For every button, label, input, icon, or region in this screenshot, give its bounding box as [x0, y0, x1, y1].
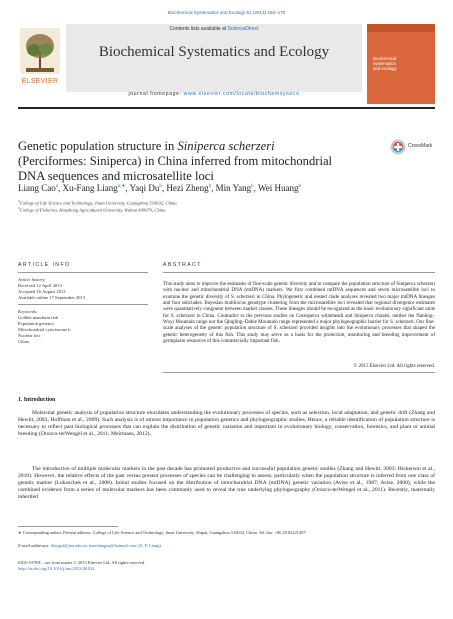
- crossmark-label: CrossMark: [408, 143, 433, 149]
- copyright: © 2013 Elsevier Ltd. All rights reserved.: [353, 364, 435, 369]
- homepage-label: journal homepage:: [128, 91, 184, 97]
- elsevier-logo: [18, 26, 62, 90]
- crossmark-badge[interactable]: [390, 138, 436, 156]
- sciencedirect-link[interactable]: ScienceDirect: [227, 26, 259, 32]
- online-date: Available online 17 September 2013: [18, 295, 86, 300]
- affiliation: $^b$College of Fisheries, Huazhong Agricultural University, Wuhan 430070, China: [18, 206, 166, 213]
- email-label: E-mail addresses:: [18, 543, 51, 548]
- intro-paragraph: The introduction of multiple molecular markers in the past decade has promoted productive and successful population genetic studies (Zhang and Hewitt, 2003; Hickerson et al., 2010). However, the relative effects of the past versus present processes of species can be challenging to assess, particularly when the population structure is inferred from one class of genetic marker (Lukoschek et al., 2008). Initial studies focused on the distribution of mitochondrial DNA (mtDNA) genetic variation (Avise et al., 1987; Avise, 2000), while the combined evidence from a series of molecular markers has been commonly used to reveal the true underlying phylogeography (Orozco-terWengel et al., 2011). Recently, maternally inherited: [18, 466, 435, 501]
- accepted-date: Accepted 16 August 2013: [18, 289, 66, 294]
- title-species: Siniperca scherzeri: [177, 139, 275, 153]
- keyword: Nuclear loci: [18, 333, 41, 338]
- cover-band: [367, 24, 435, 32]
- homepage-link[interactable]: www.elsevier.com/locate/biochemsyseco: [183, 91, 300, 97]
- intro-paragraph: Molecular genetic analysis of population structure elucidates understanding the evolutionary processes of species, such as selection, local adaptation, and genetic drift (Zhang and Hewitt, 2003; Hoffman et al., 2009). Such analysis is of utmost importance in population genetics and phylogeographic studies. Hence, a reliable identification of population structure is necessary to reflect past biological processes that can explain the distribution of genetic variation and important in evolutionary biology, conservation, forensics, and plant or animal breeding (Orozco-terWengel et al., 2011; Meirmans, 2012).: [18, 410, 435, 438]
- abstract-body: This study aims to improve the estimates of fine-scale genetic diversity and to compare the population structure of Siniperca scherzeri with nuclear and mitochondrial DNA (mtDNA) markers. We first combined mtDNA sequences and seven microsatellite loci to examine the genetic diversity of S. scherzeri in China. Phylogenetic and nested clade analyses revealed two major mtDNA lineages and four subclades. Bayesian multilocus genotype clustering from the microsatellite loci revealed that regional divergence estimates were quantitatively congruent between marker classes. These lineages should be recognized as the basic evolutionary significant units for S. scherzeri in China. Contradict to the previous studies on Coreoperca whiteheadi and Siniperca chuatsi, neither the Nanling–Wuyi Mountain range nor the Qingling–Dabie Mountain range represented a major phylogeographic barrier for S. scherzeri. Our fine-scale analyses of the genetic population structure of S. scherzeri provided insights into the evolutionary processes that shaped the genetic heterogeneity of this fish. This study may serve as a basis for the protection, monitoring and breeding improvement of germplasm resources of this commercially important fish.: [163, 281, 435, 344]
- journal-homepage: [66, 91, 362, 97]
- crossmark-icon: [390, 139, 406, 155]
- title-line-2: (Perciformes: Siniperca) in China inferred from mitochondrial: [18, 154, 333, 168]
- article-info-heading: ARTICLE INFO: [18, 262, 71, 268]
- keyword: Mitochondrial cytochrome b: [18, 327, 71, 332]
- footnote-rule: [18, 526, 118, 527]
- email-links[interactable]: tliangxf@jnu.edu.cn, tianchangxu@hotmail.com (X.-F. Liang).: [50, 543, 162, 548]
- author[interactable]: Min Yang$^b$: [215, 183, 254, 193]
- history-label: Article history:: [18, 277, 46, 282]
- elsevier-wordmark: ELSEVIER: [21, 78, 59, 85]
- journal-reference: Biochemical Systematics and Ecology 51 (2013) 160–170: [167, 10, 286, 15]
- corresponding-author-note: ∗ Corresponding author. Present address: College of Life Science and Technology, Jinan University, Shipai, Guangzhou 510632, China. Tel./fax: +86 20 85221497.: [18, 530, 307, 535]
- author[interactable]: Wei Huang$^b$: [258, 183, 302, 193]
- introduction-heading: 1. Introduction: [18, 397, 56, 403]
- contents-text: Contents lists available at: [169, 26, 228, 32]
- abstract-heading: ABSTRACT: [163, 262, 202, 268]
- article-info-rule: [18, 272, 148, 273]
- author[interactable]: Liang Cao$^a$: [18, 183, 58, 193]
- journal-cover: [367, 24, 435, 104]
- cover-title: biochemical systematics and ecology: [373, 56, 397, 71]
- contents-line: [66, 26, 362, 32]
- email-note: [18, 543, 435, 548]
- keywords: [18, 309, 148, 345]
- journal-title: Biochemical Systematics and Ecology: [98, 44, 330, 60]
- received-date: Received 12 April 2013: [18, 283, 62, 288]
- author[interactable]: Yaqi Du$^b$: [129, 183, 162, 193]
- keyword: China: [18, 339, 29, 344]
- keyword: Population genetics: [18, 321, 55, 326]
- title-part: Genetic population structure in: [18, 139, 178, 153]
- history-rule: [18, 304, 148, 305]
- affiliation: $^a$College of Life Science and Technology, Jinan University, Guangzhou 510632, China: [18, 199, 177, 206]
- author-list: Liang Cao$^a$, Xu-Fang Liang$^{a,∗}$, Yaqi Du$^b$, Hezi Zheng$^b$, Min Yang$^b$, Wei Huang$^b$: [18, 183, 302, 193]
- doi-link[interactable]: http://dx.doi.org/10.1016/j.bse.2013.08.024: [18, 566, 95, 571]
- title-line-3: DNA sequences and microsatellite loci: [18, 169, 214, 183]
- article-title: [18, 139, 368, 184]
- article-history: [18, 277, 148, 301]
- abstract-end-rule: [163, 372, 435, 373]
- masthead-rule: [18, 107, 435, 109]
- keyword: Golden mandarin fish: [18, 315, 59, 320]
- author[interactable]: Xu-Fang Liang$^{a,∗}$: [62, 183, 126, 193]
- abstract-rule: [163, 272, 435, 273]
- issn-line: 0305-1978/$ – see front matter © 2013 Elsevier Ltd. All rights reserved.: [18, 560, 146, 565]
- keywords-label: Keywords:: [18, 309, 38, 314]
- author[interactable]: Hezi Zheng$^b$: [166, 183, 212, 193]
